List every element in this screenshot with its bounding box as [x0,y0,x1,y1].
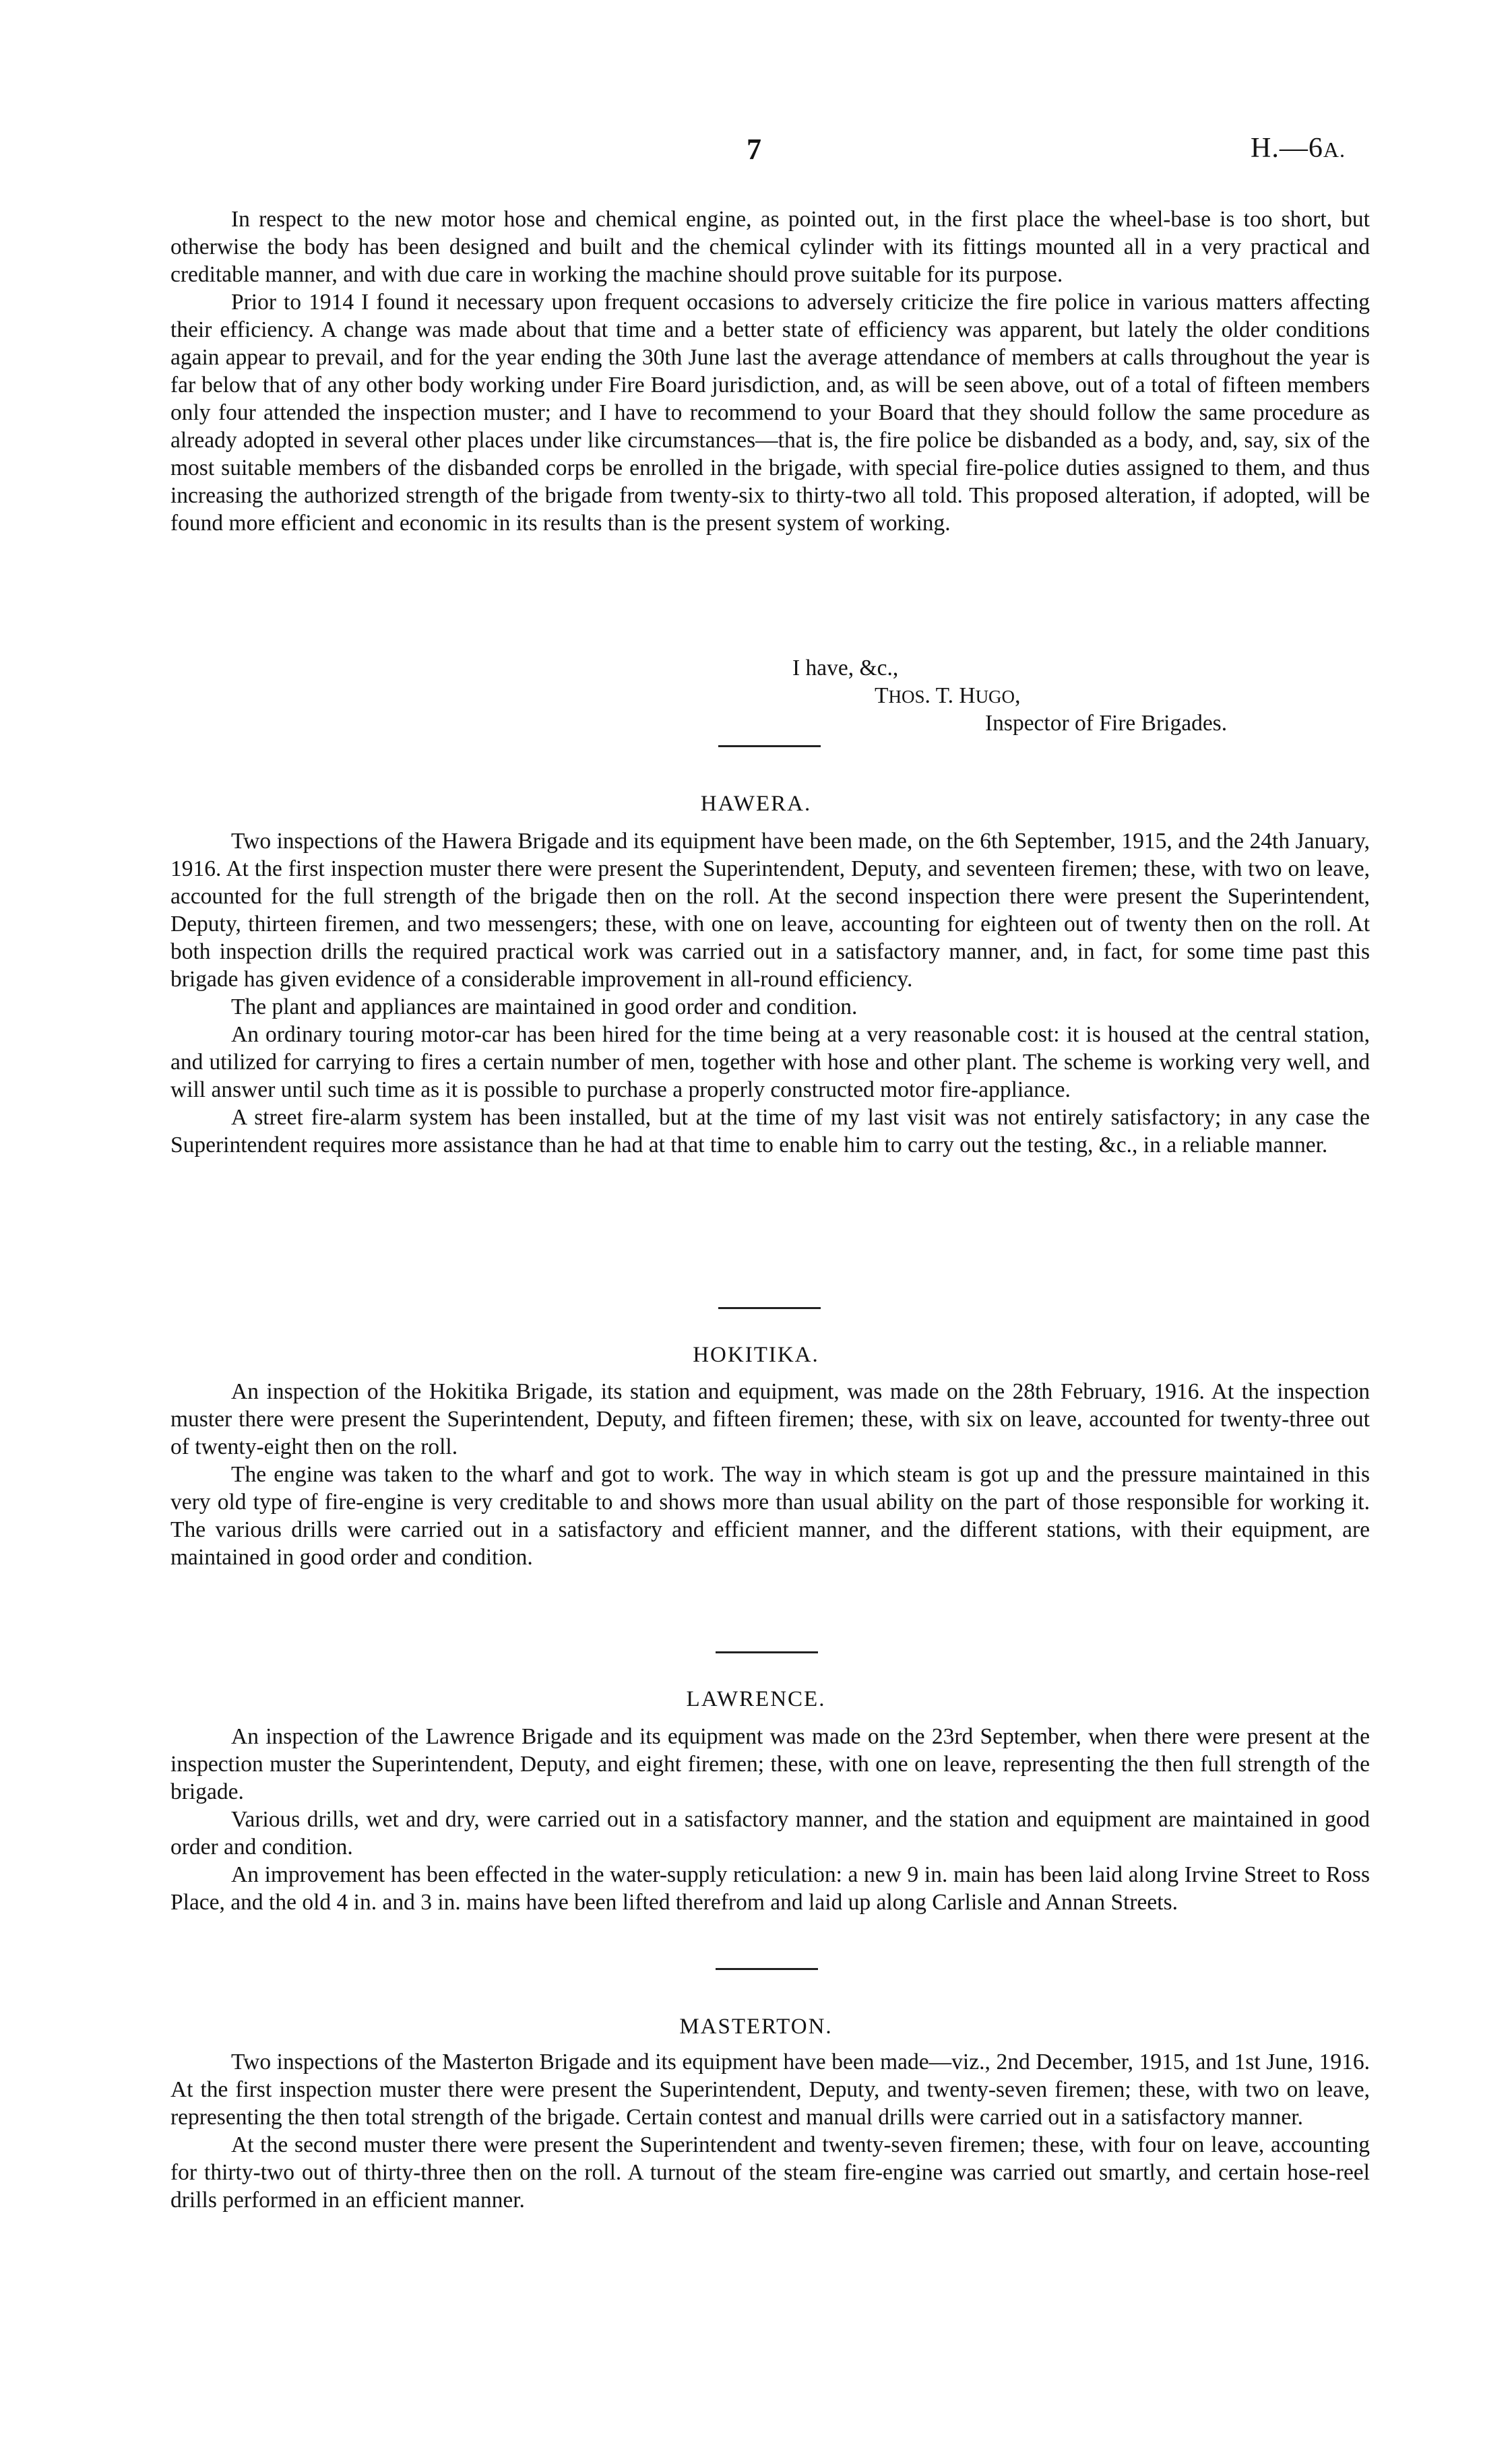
paragraph: In respect to the new motor hose and chemical engine, as pointed out, in the first place the wheel-base is too short, but otherwise the body has been designed and built and the chemical cylinder with its fittings mounted all in a very practical and creditable manner, and with due care in working the machine should prove suitable for its purpose. [170,207,1370,287]
paragraph: An improvement has been effected in the water-supply reticulation: a new 9 in. main has been laid along Irvine Street to Ross Place, and the old 4 in. and 3 in. mains have been lifted therefrom and laid up along Carlisle and Annan Streets. [170,1862,1370,1915]
paragraph: An ordinary touring motor-car has been hired for the time being at a very reasonable cost: it is housed at the central station, and utilized for carrying to fires a certain number of men, together with hose and other plant. The scheme is working very well, and will answer until such time as it is possible to purchase a properly constructed motor fire-appliance. [170,1022,1370,1102]
section-heading-lawrence: LAWRENCE. [686,1687,826,1711]
section-hokitika-text [170,1378,1370,1571]
paragraph: Various drills, wet and dry, were carried out in a satisfactory manner, and the station and equipment are maintained in good order and condition. [170,1807,1370,1860]
signoff-closing: I have, &c., [792,656,899,680]
paragraph: An inspection of the Lawrence Brigade and its equipment was made on the 23rd September, when there were present at the inspection muster the Superintendent, Deputy, and eight firemen; these, with one on leave, representing the then full strength of the brigade. [170,1724,1370,1804]
section-divider [718,745,821,747]
paragraph: Two inspections of the Masterton Brigade and its equipment have been made—viz., 2nd December, 1915, and 1st June, 1916. At the first inspection muster there were present the Superintendent, Deputy, and twenty-seven firemen; these, with two on leave, representing the then total strength of the brigade. Certain contest and manual drills were carried out in a satisfactory manner. [170,2050,1370,2130]
page-number: 7 [747,133,761,166]
section-divider [716,1968,818,1970]
section-heading-hawera: HAWERA. [700,792,812,816]
signoff-name: THOS. T. HUGO, [875,683,1021,708]
paragraph: Two inspections of the Hawera Brigade and its equipment have been made, on the 6th September, 1915, and the 24th January, 1916. At the first inspection muster there were present the Superintendent, Deputy, and seventeen firemen; these, with two on leave, accounted for the full strength of the brigade then on the roll. At the second inspection there were present the Superintendent, Deputy, thirteen firemen, and two messengers; these, with one on leave, accounting for eighteen out of twenty then on the roll. At both inspection drills the required practical work was carried out in a satisfactory manner, and, in fact, for some time past this brigade has given evidence of a considerable improvement in all-round efficiency. [170,829,1370,992]
document-reference-suffix: A. [1323,137,1346,162]
paragraph: The plant and appliances are maintained in good order and condition. [231,994,858,1019]
paragraph: Prior to 1914 I found it necessary upon frequent occasions to adversely criticize the fire police in various matters affecting their efficiency. A change was made about that time and a better state of efficiency was apparent, but lately the older conditions again appear to prevail, and for the year ending the 30th June last the average attendance of members at calls throughout the year is far below that of any other body working under Fire Board jurisdiction, and, as will be seen above, out of a total of fifteen members only four attended the inspection muster; and I have to recommend to your Board that they should follow the same procedure as already adopted in several other places under like circumstances—that is, the fire police be disbanded as a body, and, say, six of the most suitable members of the disbanded corps be enrolled in the brigade, with special fire-police duties assigned to them, and thus increasing the authorized strength of the brigade from twenty-six to thirty-two all told. This proposed alteration, if adopted, will be found more efficient and economic in its results than is the present system of working. [170,290,1370,536]
section-divider [718,1307,821,1309]
section-divider [716,1651,818,1653]
paragraph: A street fire-alarm system has been installed, but at the time of my last visit was not entirely satisfactory; in any case the Superintendent requires more assistance than he had at that time to enable him to carry out the testing, &c., in a reliable manner. [170,1105,1370,1157]
section-masterton-text [170,2048,1370,2214]
document-reference-main: H.—6 [1251,133,1323,164]
paragraph: At the second muster there were present the Superintendent and twenty-seven firemen; these, with four on leave, accounting for thirty-two out of thirty-three then on the roll. A turnout of the steam fire-engine was carried out smartly, and certain hose-reel drills performed in an efficient manner. [170,2132,1370,2213]
section-heading-masterton: MASTERTON. [679,2014,833,2039]
section-heading-hokitika: HOKITIKA. [693,1343,819,1367]
paragraph: The engine was taken to the wharf and got to work. The way in which steam is got up and the pressure maintained in this very old type of fire-engine is very creditable to and shows more than usual ability on the part of those responsible for working it. The various drills were carried out in a satisfactory and efficient manner, and the different stations, with their equipment, are maintained in good order and condition. [170,1462,1370,1570]
paragraph: An inspection of the Hokitika Brigade, its station and equipment, was made on the 28th February, 1916. At the inspection muster there were present the Superintendent, Deputy, and fifteen firemen; these, with six on leave, accounted for twenty-three out of twenty-eight then on the roll. [170,1379,1370,1459]
page-header [0,132,1512,172]
section-hawera-text [170,827,1370,1159]
intro-text [170,205,1370,537]
signoff-title: Inspector of Fire Brigades. [985,711,1228,736]
document-reference [1251,132,1346,164]
section-lawrence-text [170,1723,1370,1916]
